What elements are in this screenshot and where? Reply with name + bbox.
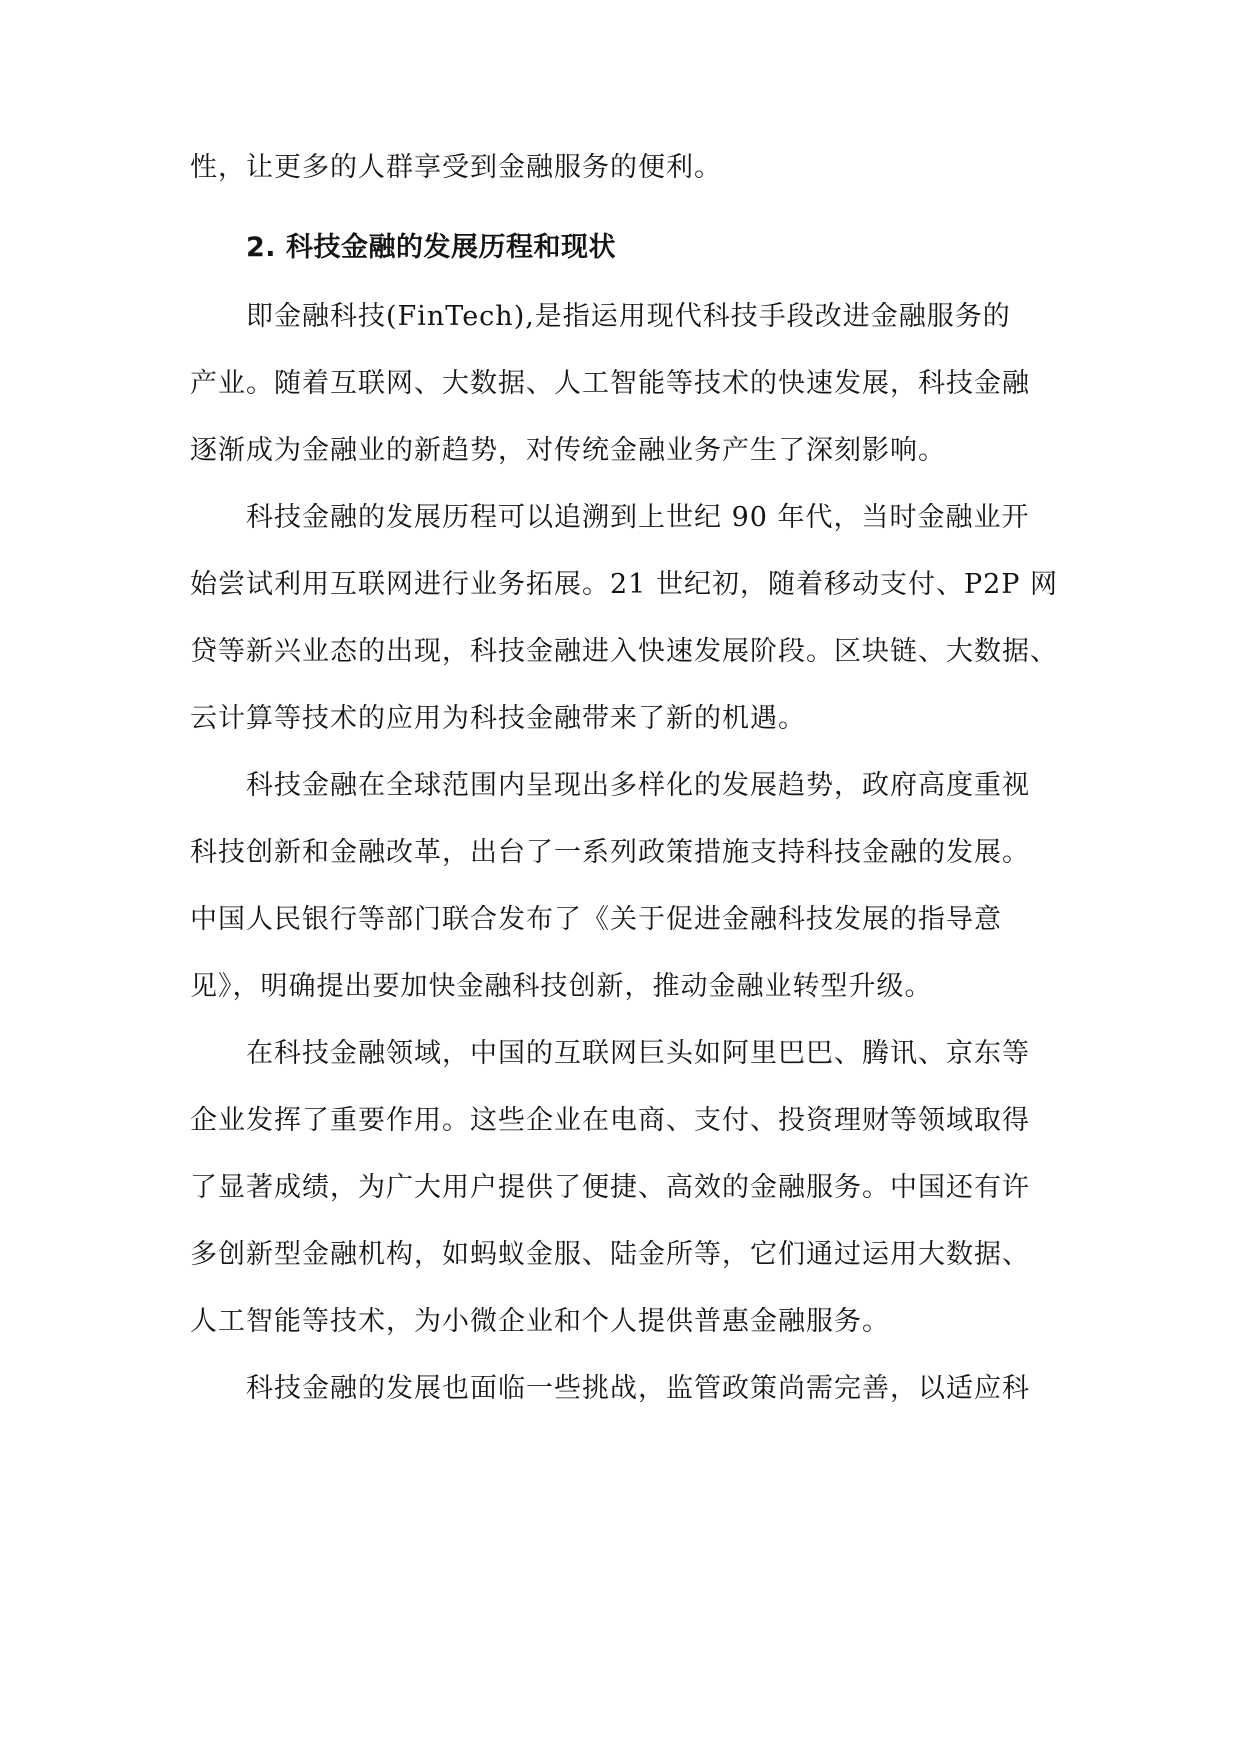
paragraph-2-line-1: 科技金融的发展历程可以追溯到上世纪 90 年代，当时金融业开 <box>246 502 1030 533</box>
paragraph-4-line-2: 企业发挥了重要作用。这些企业在电商、支付、投资理财等领域取得 <box>190 1105 1030 1136</box>
paragraph-3-line-3: 中国人民银行等部门联合发布了《关于促进金融科技发展的指导意 <box>190 904 1002 935</box>
paragraph-4-line-3: 了显著成绩，为广大用户提供了便捷、高效的金融服务。中国还有许 <box>190 1172 1030 1203</box>
paragraph-1-line-3: 逐渐成为金融业的新趋势，对传统金融业务产生了深刻影响。 <box>190 435 946 466</box>
paragraph-3-line-2: 科技创新和金融改革，出台了一系列政策措施支持科技金融的发展。 <box>190 837 1030 868</box>
section-heading: 2. 科技金融的发展历程和现状 <box>246 232 616 263</box>
paragraph-3-line-1: 科技金融在全球范围内呈现出多样化的发展趋势，政府高度重视 <box>246 770 1030 801</box>
paragraph-2-line-2: 始尝试利用互联网进行业务拓展。21 世纪初，随着移动支付、P2P 网 <box>190 569 1059 600</box>
paragraph-2-line-4: 云计算等技术的应用为科技金融带来了新的机遇。 <box>190 703 806 734</box>
paragraph-2-line-3: 贷等新兴业态的出现，科技金融进入快速发展阶段。区块链、大数据、 <box>190 636 1058 667</box>
paragraph-5-line-1: 科技金融的发展也面临一些挑战，监管政策尚需完善，以适应科 <box>246 1373 1030 1404</box>
continuation-line: 性，让更多的人群享受到金融服务的便利。 <box>190 152 722 183</box>
paragraph-1-line-2: 产业。随着互联网、大数据、人工智能等技术的快速发展，科技金融 <box>190 368 1030 399</box>
paragraph-4-line-4: 多创新型金融机构，如蚂蚁金服、陆金所等，它们通过运用大数据、 <box>190 1239 1030 1270</box>
paragraph-4-line-5: 人工智能等技术，为小微企业和个人提供普惠金融服务。 <box>190 1306 890 1337</box>
paragraph-3-line-4: 见》，明确提出要加快金融科技创新，推动金融业转型升级。 <box>190 971 933 1002</box>
paragraph-4-line-1: 在科技金融领域，中国的互联网巨头如阿里巴巴、腾讯、京东等 <box>246 1038 1030 1069</box>
paragraph-1-line-1: 即金融科技(FinTech),是指运用现代科技手段改进金融服务的 <box>246 301 1011 332</box>
